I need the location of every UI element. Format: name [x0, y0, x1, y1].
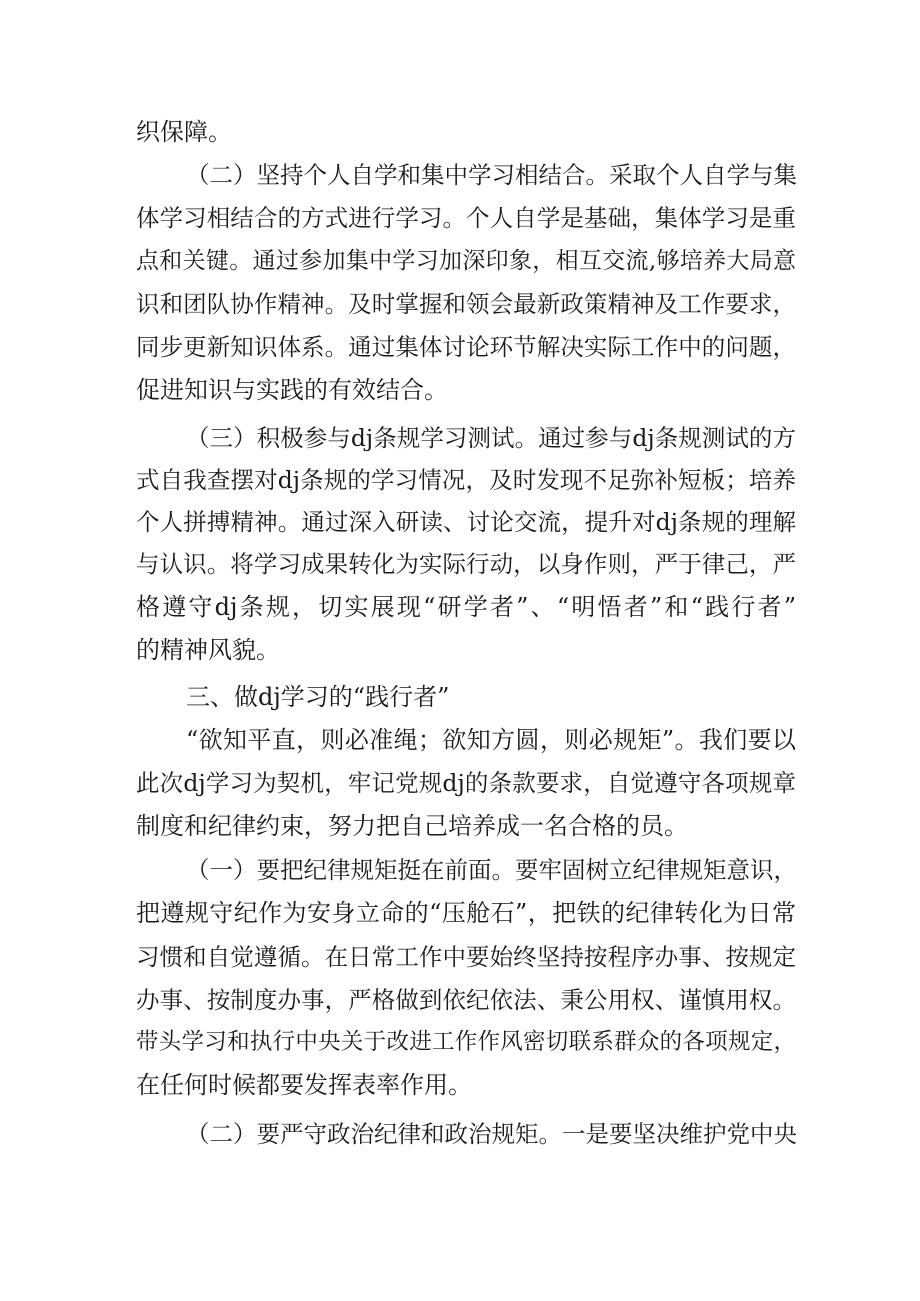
section-heading: 三、做dj学习的“践行者”	[186, 683, 450, 711]
paragraph-line: 点和关键。通过参加集中学习加深印象，相互交流,够培养大局意	[136, 248, 796, 274]
paragraph-line: 同步更新知识体系。通过集体讨论环节解决实际工作中的问题，	[136, 333, 796, 361]
paragraph-line: 织保障。	[136, 118, 232, 146]
paragraph-line: 此次dj学习为契机，牢记党规dj的条款要求，自觉遵守各项规章	[136, 769, 796, 797]
paragraph-line: 格遵守dj条规，切实展现“研学者”、“明悟者”和“践行者”	[136, 593, 796, 621]
paragraph-line: 习惯和自觉遵循。在日常工作中要始终坚持按程序办事、按规定	[136, 943, 796, 971]
paragraph-line: 个人拼搏精神。通过深入研读、讨论交流，提升对dj条规的理解	[136, 508, 796, 536]
paragraph-line: 促进知识与实践的有效结合。	[136, 376, 448, 404]
paragraph-line: 体学习相结合的方式进行学习。个人自学是基础，集体学习是重	[136, 204, 796, 232]
paragraph-line: 在任何时候都要发挥表率作用。	[136, 1071, 472, 1099]
paragraph-line: 带头学习和执行中央关于改进工作作风密切联系群众的各项规定，	[136, 1029, 796, 1055]
paragraph-line: “欲知平直，则必准绳；欲知方圆，则必规矩”。我们要以	[186, 726, 796, 754]
paragraph-line: 办事、按制度办事，严格做到依纪依法、秉公用权、谨慎用权。	[136, 986, 796, 1014]
paragraph-line: （二）坚持个人自学和集中学习相结合。采取个人自学与集	[186, 161, 797, 189]
paragraph-line: 式自我查摆对dj条规的学习情况，及时发现不足弥补短板；培养	[136, 466, 796, 494]
paragraph-line: 把遵规守纪作为安身立命的“压舱石”，把铁的纪律转化为日常	[136, 899, 796, 927]
paragraph-line: 与认识。将学习成果转化为实际行动，以身作则，严于律己，严	[136, 550, 796, 578]
paragraph-line: （一）要把纪律规矩挺在前面。要牢固树立纪律规矩意识，	[186, 856, 797, 884]
paragraph-line: （二）要严守政治纪律和政治规矩。一是要坚决维护党中央	[186, 1120, 797, 1148]
paragraph-line: 制度和纪律约束，努力把自己培养成一名合格的员。	[136, 812, 688, 840]
paragraph-line: （三）积极参与dj条规学习测试。通过参与dj条规测试的方	[186, 424, 796, 452]
paragraph-line: 识和团队协作精神。及时掌握和领会最新政策精神及工作要求，	[136, 290, 796, 318]
paragraph-line: 的精神风貌。	[136, 636, 280, 664]
